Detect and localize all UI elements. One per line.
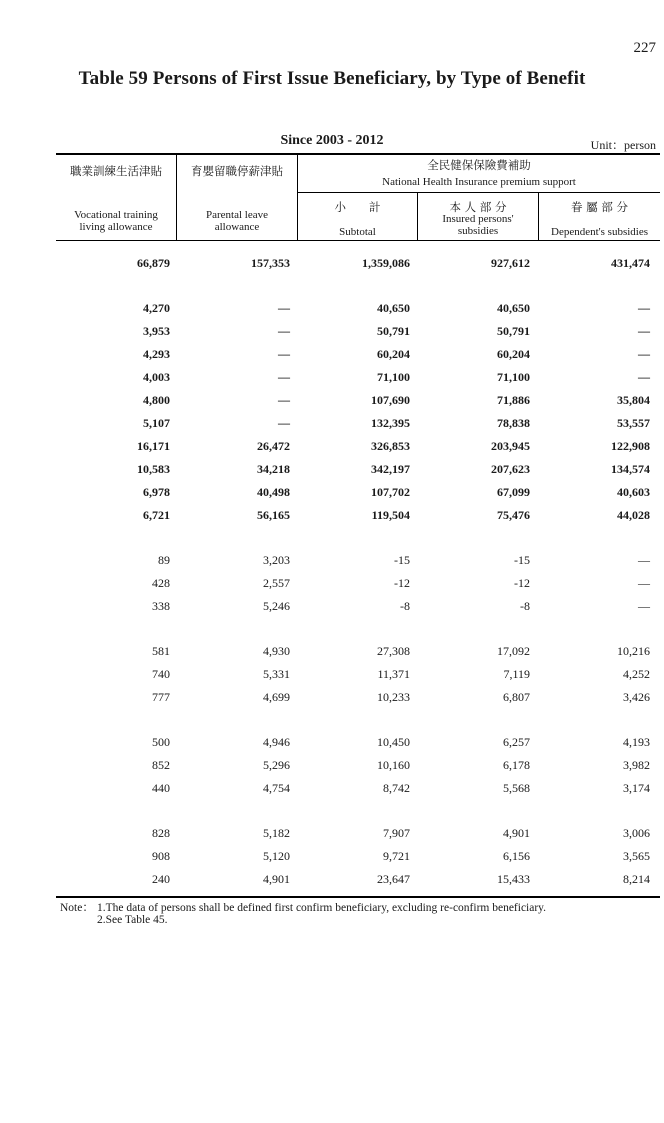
note-line: 2.See Table 45. bbox=[97, 914, 168, 926]
table-cell: 119,504 bbox=[371, 508, 410, 522]
header-parental-zh: 育嬰留職停薪津貼 bbox=[191, 164, 283, 178]
header-bottom-rule bbox=[56, 240, 660, 241]
header-top-rule bbox=[56, 153, 660, 155]
table-cell: -8 bbox=[400, 599, 410, 613]
table-cell: 3,565 bbox=[623, 849, 650, 863]
table-cell: 927,612 bbox=[491, 256, 530, 270]
table-row bbox=[56, 822, 660, 845]
table-cell: 740 bbox=[152, 667, 170, 681]
table-row bbox=[56, 366, 660, 389]
table-cell: 240 bbox=[152, 872, 170, 886]
table-cell: 10,233 bbox=[377, 690, 410, 704]
table-cell: 8,742 bbox=[383, 781, 410, 795]
table-cell: — bbox=[638, 576, 650, 590]
table-cell: 16,171 bbox=[137, 439, 170, 453]
header-vocational-en-line2: living allowance bbox=[79, 221, 153, 233]
table-cell: 27,308 bbox=[377, 644, 410, 658]
table-cell: 7,907 bbox=[383, 826, 410, 840]
table-cell: 777 bbox=[152, 690, 170, 704]
table-cell: -15 bbox=[514, 553, 530, 567]
row-group-spacer bbox=[56, 275, 660, 297]
table-cell: — bbox=[278, 393, 290, 407]
table-cell: 326,853 bbox=[371, 439, 410, 453]
note-label: Note： bbox=[60, 902, 94, 914]
table-cell: 50,791 bbox=[497, 324, 530, 338]
table-cell: 4,699 bbox=[263, 690, 290, 704]
table-cell: 23,647 bbox=[377, 872, 410, 886]
table-row bbox=[56, 458, 660, 481]
table-cell: 8,214 bbox=[623, 872, 650, 886]
table-cell: 78,838 bbox=[497, 416, 530, 430]
table-cell: 56,165 bbox=[257, 508, 290, 522]
table-cell: 67,099 bbox=[497, 485, 530, 499]
table-cell: 6,807 bbox=[503, 690, 530, 704]
table-cell: 26,472 bbox=[257, 439, 290, 453]
table-cell: 134,574 bbox=[611, 462, 650, 476]
table-cell: 107,690 bbox=[371, 393, 410, 407]
table-cell: -8 bbox=[520, 599, 530, 613]
header-vocational-en-line1: Vocational training bbox=[74, 209, 158, 221]
table-cell: 852 bbox=[152, 758, 170, 772]
table-cell: 17,092 bbox=[497, 644, 530, 658]
table-cell: 4,270 bbox=[143, 301, 170, 315]
table-title: Table 59 Persons of First Issue Beneficiary, by Type of Benefit bbox=[78, 68, 586, 89]
table-cell: 207,623 bbox=[491, 462, 530, 476]
header-nhi-group-zh: 全民健保保險費補助 bbox=[427, 158, 531, 172]
header-parental-en-line2: allowance bbox=[214, 221, 260, 233]
table-cell: 10,160 bbox=[377, 758, 410, 772]
table-cell: 5,568 bbox=[503, 781, 530, 795]
table-cell: 71,886 bbox=[497, 393, 530, 407]
table-cell: 4,003 bbox=[143, 370, 170, 384]
table-row bbox=[56, 389, 660, 412]
table-cell: 3,203 bbox=[263, 553, 290, 567]
header-dependent-en: Dependent's subsidies bbox=[551, 226, 648, 238]
table-row bbox=[56, 435, 660, 458]
table-cell: -12 bbox=[394, 576, 410, 590]
table-cell: — bbox=[638, 301, 650, 315]
table-cell: 4,252 bbox=[623, 667, 650, 681]
header-nhi-group-en: National Health Insurance premium support bbox=[382, 176, 576, 188]
table-cell: 10,216 bbox=[617, 644, 650, 658]
table-cell: 6,721 bbox=[143, 508, 170, 522]
header-insured-zh: 本 人 部 分 bbox=[449, 200, 507, 214]
table-row bbox=[56, 572, 660, 595]
table-cell: 9,721 bbox=[383, 849, 410, 863]
table-cell: 40,650 bbox=[377, 301, 410, 315]
table-cell: 122,908 bbox=[611, 439, 650, 453]
note-line: 1.The data of persons shall be defined first confirm beneficiary, excluding re-confirm beneficiary. bbox=[97, 902, 547, 914]
table-cell: — bbox=[278, 416, 290, 430]
table-row bbox=[56, 686, 660, 709]
table-cell: 40,498 bbox=[257, 485, 290, 499]
table-cell: 157,353 bbox=[251, 256, 290, 270]
table-cell: 71,100 bbox=[497, 370, 530, 384]
table-cell: 2,557 bbox=[263, 576, 290, 590]
table-cell: 89 bbox=[158, 553, 170, 567]
table-cell: 6,257 bbox=[503, 735, 530, 749]
table-cell: 6,178 bbox=[503, 758, 530, 772]
table-cell: 4,946 bbox=[263, 735, 290, 749]
table-cell: 10,583 bbox=[137, 462, 170, 476]
table-cell: 5,120 bbox=[263, 849, 290, 863]
table-cell: 431,474 bbox=[611, 256, 650, 270]
table-row bbox=[56, 663, 660, 686]
table-cell: 581 bbox=[152, 644, 170, 658]
table-row bbox=[56, 777, 660, 800]
header-subtotal-zh: 小 計 bbox=[334, 200, 381, 214]
table-cell: 66,879 bbox=[137, 256, 170, 270]
table-row bbox=[56, 320, 660, 343]
table-cell: 5,182 bbox=[263, 826, 290, 840]
table-cell: 11,371 bbox=[377, 667, 410, 681]
header-vocational-zh: 職業訓練生活津貼 bbox=[70, 164, 162, 178]
row-group-spacer bbox=[56, 800, 660, 822]
table-cell: — bbox=[278, 324, 290, 338]
table-cell: 3,953 bbox=[143, 324, 170, 338]
table-row bbox=[56, 297, 660, 320]
header-insured-en bbox=[418, 213, 538, 237]
table-bottom-rule bbox=[56, 896, 660, 898]
table-cell: 4,901 bbox=[503, 826, 530, 840]
table-cell: -15 bbox=[394, 553, 410, 567]
table-row bbox=[56, 412, 660, 435]
table-cell: 5,331 bbox=[263, 667, 290, 681]
table-cell: 4,901 bbox=[263, 872, 290, 886]
table-cell: — bbox=[278, 370, 290, 384]
table-row bbox=[56, 549, 660, 572]
unit-label: Unit：person bbox=[590, 138, 656, 152]
header-parental-en bbox=[177, 209, 297, 233]
table-row bbox=[56, 595, 660, 618]
table-cell: — bbox=[638, 347, 650, 361]
table-cell: 132,395 bbox=[371, 416, 410, 430]
table-cell: 5,107 bbox=[143, 416, 170, 430]
table-cell: 4,800 bbox=[143, 393, 170, 407]
table-row bbox=[56, 640, 660, 663]
table-cell: 35,804 bbox=[617, 393, 650, 407]
table-cell: — bbox=[638, 370, 650, 384]
table-cell: 3,426 bbox=[623, 690, 650, 704]
table-row bbox=[56, 754, 660, 777]
header-insured-en-line2: subsidies bbox=[457, 225, 499, 237]
table-cell: 107,702 bbox=[371, 485, 410, 499]
table-cell: 60,204 bbox=[377, 347, 410, 361]
table-cell: 4,193 bbox=[623, 735, 650, 749]
row-group-spacer bbox=[56, 709, 660, 731]
table-cell: 3,174 bbox=[623, 781, 650, 795]
period-label: Since 2003 - 2012 bbox=[280, 133, 384, 148]
table-cell: 60,204 bbox=[497, 347, 530, 361]
table-cell: — bbox=[278, 301, 290, 315]
table-body bbox=[56, 252, 660, 891]
table-row bbox=[56, 845, 660, 868]
table-cell: 342,197 bbox=[371, 462, 410, 476]
table-cell: 4,293 bbox=[143, 347, 170, 361]
table-cell: — bbox=[638, 599, 650, 613]
table-cell: 5,246 bbox=[263, 599, 290, 613]
row-group-spacer bbox=[56, 527, 660, 549]
table-cell: — bbox=[638, 324, 650, 338]
table-cell: 440 bbox=[152, 781, 170, 795]
table-cell: 53,557 bbox=[617, 416, 650, 430]
table-cell: 71,100 bbox=[377, 370, 410, 384]
table-row bbox=[56, 481, 660, 504]
table-cell: 338 bbox=[152, 599, 170, 613]
table-cell: 4,754 bbox=[263, 781, 290, 795]
table-cell: 7,119 bbox=[503, 667, 530, 681]
table-cell: 3,006 bbox=[623, 826, 650, 840]
table-cell: — bbox=[638, 553, 650, 567]
table-cell: 4,930 bbox=[263, 644, 290, 658]
table-cell: 44,028 bbox=[617, 508, 650, 522]
header-insured-en-line1: Insured persons' bbox=[442, 213, 514, 225]
table-cell: 3,982 bbox=[623, 758, 650, 772]
table-cell: 50,791 bbox=[377, 324, 410, 338]
table-row bbox=[56, 343, 660, 366]
table-cell: 40,603 bbox=[617, 485, 650, 499]
group-divider-rule bbox=[297, 192, 660, 193]
table-row bbox=[56, 252, 660, 275]
table-cell: 500 bbox=[152, 735, 170, 749]
table-cell: 75,476 bbox=[497, 508, 530, 522]
table-row bbox=[56, 504, 660, 527]
table-cell: 828 bbox=[152, 826, 170, 840]
header-vocational-en bbox=[56, 209, 176, 233]
table-cell: 15,433 bbox=[497, 872, 530, 886]
table-cell: 203,945 bbox=[491, 439, 530, 453]
table-cell: 34,218 bbox=[257, 462, 290, 476]
header-parental-en-line1: Parental leave bbox=[206, 209, 268, 221]
header-dependent-zh: 眷 屬 部 分 bbox=[571, 200, 628, 214]
page-number: 227 bbox=[633, 40, 656, 56]
table-cell: 6,978 bbox=[143, 485, 170, 499]
header-subtotal-en: Subtotal bbox=[339, 226, 376, 238]
table-row bbox=[56, 731, 660, 754]
table-cell: -12 bbox=[514, 576, 530, 590]
table-cell: 428 bbox=[152, 576, 170, 590]
table-cell: 1,359,086 bbox=[362, 256, 410, 270]
table-cell: — bbox=[278, 347, 290, 361]
row-group-spacer bbox=[56, 618, 660, 640]
table-row bbox=[56, 868, 660, 891]
table-cell: 5,296 bbox=[263, 758, 290, 772]
table-cell: 10,450 bbox=[377, 735, 410, 749]
table-cell: 908 bbox=[152, 849, 170, 863]
table-cell: 40,650 bbox=[497, 301, 530, 315]
table-cell: 6,156 bbox=[503, 849, 530, 863]
